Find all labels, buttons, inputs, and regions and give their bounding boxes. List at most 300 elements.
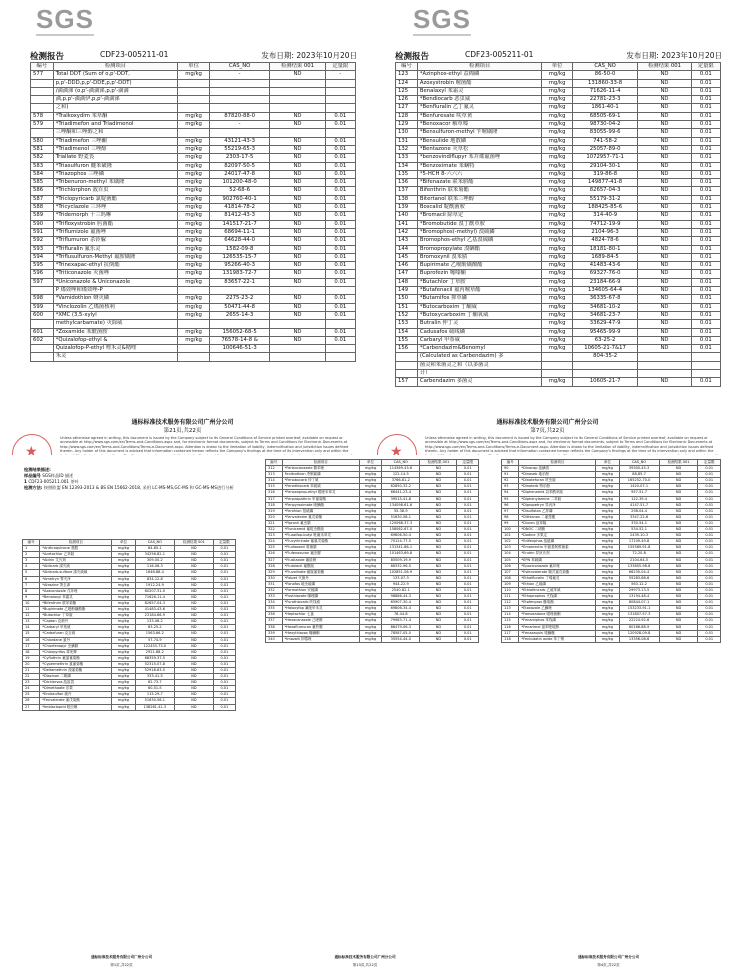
table-cell: *Chlorpyrifos 毒死蜱	[40, 649, 112, 655]
table-cell: ND	[659, 618, 698, 624]
table-cell: mg/kg	[112, 558, 135, 564]
table-cell: 63-25-2	[572, 336, 637, 344]
table-cell: *Aldicarb-sulfone 涕灭威砜	[40, 570, 112, 576]
table-cell: *Benfluralin 乙丁氟灵	[417, 104, 541, 112]
table-cell: *Carbofuran 克百威	[40, 631, 112, 637]
table-cell: 328	[266, 563, 283, 569]
table-row	[396, 278, 721, 286]
table-cell: *Endosulfan 硫丹	[40, 692, 112, 698]
table-cell: 131	[396, 137, 418, 145]
footer-company: 通标标准技术服务有限公司广州分公司	[334, 955, 396, 959]
column-header: 定量限	[691, 63, 720, 71]
table-cell: 95465-99-9	[572, 328, 637, 336]
table-cell: 22781-23-3	[572, 96, 637, 104]
table-row	[31, 170, 356, 178]
table-cell: 0.01	[213, 600, 235, 606]
table-cell: ND	[175, 613, 214, 619]
table-cell: 之和)	[53, 104, 178, 112]
table-cell: 130	[396, 129, 418, 137]
table-cell: mg/kg	[359, 600, 381, 606]
table-cell: *Diphenamid 双苯酰草胺	[519, 490, 596, 496]
table-cell: 1072957-71-1	[572, 154, 637, 162]
table-cell: 128	[396, 112, 418, 120]
column-header: 编号	[31, 63, 54, 71]
column-header: 定量限	[213, 540, 235, 546]
table-cell: ND	[638, 320, 691, 328]
table-cell: ND	[175, 643, 214, 649]
table-cell: ND	[420, 569, 457, 575]
table-cell: 63-25-2	[135, 625, 175, 631]
table-cell: 8	[23, 588, 40, 594]
table-cell: 590	[31, 220, 54, 228]
table-cell: ND	[420, 618, 457, 624]
table-cell	[572, 361, 637, 369]
table-cell: 134	[396, 162, 418, 170]
table-cell: 0.01	[691, 220, 720, 228]
table-cell: ND	[270, 112, 325, 120]
table-cell: 155569-91-8	[619, 545, 659, 551]
table-cell: 0.01	[691, 295, 720, 303]
table-cell: 82657-04-3	[135, 600, 175, 606]
footer-company: 通标标准技术服务有限公司广州分公司	[131, 419, 234, 426]
table-cell: mg/kg	[359, 533, 381, 539]
table-cell: *Etofenprox 醚菊酯	[519, 600, 596, 606]
table-cell: 111	[502, 594, 519, 600]
table-row	[396, 361, 721, 369]
report-page-13	[243, 455, 487, 973]
report-date: 发布日期: 2023年10月20日	[626, 51, 722, 60]
table-cell: 319-86-8	[572, 170, 637, 178]
table-cell: 2439-10-3	[619, 533, 659, 539]
column-header: CAS_NO	[382, 460, 420, 466]
table-cell: 33629-47-9	[572, 320, 637, 328]
table-cell	[31, 129, 54, 137]
table-cell: mg/kg	[359, 606, 381, 612]
table-cell: ND	[270, 71, 325, 79]
table-cell: mg/kg	[359, 502, 381, 508]
table-cell: *Triflumuron 杀铃脲	[53, 237, 178, 245]
table-cell: mg/kg	[112, 619, 135, 625]
table-cell: mg/kg	[359, 496, 381, 502]
table-cell: 0.01	[213, 631, 235, 637]
table-cell: 0.01	[457, 466, 479, 472]
table-cell: 12	[23, 613, 40, 619]
table-cell	[178, 353, 210, 361]
table-cell: 滴,p,p'-滴滴伊,p,p'-滴滴涕	[53, 96, 178, 104]
table-cell: 0.01	[691, 170, 720, 178]
table-cell: mg/kg	[596, 618, 619, 624]
table-cell: 133-06-2	[135, 619, 175, 625]
table-cell: *Aldrin 艾氏剂	[40, 558, 112, 564]
table-cell: ND	[638, 262, 691, 270]
table-cell	[178, 79, 210, 87]
table-cell: 324	[266, 539, 283, 545]
table-cell: 144	[396, 245, 418, 253]
table-cell: 600	[31, 311, 54, 319]
table-cell: ND	[270, 228, 325, 236]
table-cell: 0.01	[698, 502, 721, 508]
table-row	[396, 195, 721, 203]
table-cell: mg/kg	[542, 245, 573, 253]
table-cell: 337	[266, 618, 283, 624]
table-row	[31, 328, 356, 336]
table-cell: 588	[31, 204, 54, 212]
table-cell: mg/kg	[112, 649, 135, 655]
table-cell: 24	[23, 686, 40, 692]
table-cell: 71626-11-4	[572, 87, 637, 95]
table-cell: *Bromobutide 溴丁酰草胺	[417, 220, 541, 228]
table-row	[396, 112, 721, 120]
table-cell: 0.01	[457, 551, 479, 557]
table-cell: Bromopropylate 溴螨酯	[417, 245, 541, 253]
column-header: 检测项目	[40, 540, 112, 546]
table-row	[31, 187, 356, 195]
table-cell: 534-52-1	[619, 527, 659, 533]
table-cell: mg/kg	[359, 478, 381, 484]
table-cell: mg/kg	[112, 704, 135, 710]
table-cell: mg/kg	[112, 570, 135, 576]
table-cell: mg/kg	[542, 121, 573, 129]
table-cell: 581	[31, 145, 54, 153]
table-cell: 76578-14-8 &	[209, 336, 269, 344]
table-cell: 587	[31, 195, 54, 203]
table-cell: 0.01	[691, 112, 720, 120]
table-cell: mg/kg	[542, 295, 573, 303]
table-cell: 102	[502, 539, 519, 545]
table-cell: 66230-04-4	[619, 569, 659, 575]
table-cell: mg/kg	[178, 228, 210, 236]
table-cell: 19	[23, 655, 40, 661]
table-cell: ND	[659, 575, 698, 581]
table-cell: mg/kg	[359, 527, 381, 533]
table-cell: 三唑酮和三唑醇之和	[53, 129, 178, 137]
table-cell: 151	[396, 303, 418, 311]
table-cell: 334	[266, 600, 283, 606]
table-cell: Bromophos-ethyl 乙基溴硫磷	[417, 237, 541, 245]
table-cell: ND	[175, 594, 214, 600]
table-cell: ND	[175, 619, 214, 625]
table-cell: *Triflumizole 氟菌唑	[53, 228, 178, 236]
table-cell: 10	[23, 600, 40, 606]
table-cell: 148	[396, 278, 418, 286]
table-cell: 81412-43-3	[209, 212, 269, 220]
table-cell: 39300-45-3	[619, 466, 659, 472]
table-cell: ND	[270, 179, 325, 187]
table-cell: 0.01	[698, 587, 721, 593]
table-cell: 602	[31, 336, 54, 344]
table-cell: 74712-19-9	[572, 220, 637, 228]
table-cell: 114369-43-6	[382, 466, 420, 472]
table-row	[396, 378, 721, 386]
table-cell: ND	[175, 582, 214, 588]
table-cell: 333-41-5	[135, 674, 175, 680]
table-cell: 0.01	[691, 253, 720, 261]
table-cell: ND	[420, 520, 457, 526]
table-row	[31, 295, 356, 303]
table-cell: 18	[23, 649, 40, 655]
table-cell: *Tribenuron-methyl 苯磺隆	[53, 179, 178, 187]
table-cell: 143	[396, 237, 418, 245]
column-header: 单位	[112, 540, 135, 546]
table-cell: 68505-69-1	[572, 112, 637, 120]
table-cell: 0.01	[698, 466, 721, 472]
table-cell: 902760-40-1	[209, 195, 269, 203]
table-cell: mg/kg	[596, 527, 619, 533]
table-row	[396, 129, 721, 137]
table-cell: ND	[175, 600, 214, 606]
table-cell: P 烯效唑和烯效唑-P	[53, 287, 178, 295]
table-cell: ND	[638, 345, 691, 353]
table-cell: 62850-32-2	[382, 484, 420, 490]
table-cell: *Fluvalinate 氟胺氰菊酯	[282, 569, 359, 575]
table-cell: 125	[396, 87, 418, 95]
table-cell	[270, 287, 325, 295]
table-cell: *Tridemorph 十三吗啉	[53, 212, 178, 220]
table-cell: 0.01	[698, 636, 721, 642]
table-cell: *Haloxyfop 氟吡甲禾灵	[282, 606, 359, 612]
table-cell: *Trichlorphon 敌百虫	[53, 187, 178, 195]
sgs-logo: SGS	[413, 4, 471, 34]
table-cell: 0.01	[698, 520, 721, 526]
table-cell: 338	[266, 624, 283, 630]
table-cell: Bitertanol 联苯三唑醇	[417, 195, 541, 203]
table-cell: ND	[420, 545, 457, 551]
table-cell: ND	[638, 170, 691, 178]
table-cell: 0.01	[325, 137, 355, 145]
table-cell: mg/kg	[542, 320, 573, 328]
table-cell: 339	[266, 630, 283, 636]
table-cell: mg/kg	[178, 336, 210, 344]
table-cell: 62-73-7	[135, 680, 175, 686]
table-cell: 69327-76-0	[572, 270, 637, 278]
table-cell: mg/kg	[542, 195, 573, 203]
table-cell: mg/kg	[359, 490, 381, 496]
table-cell: 0.01	[213, 558, 235, 564]
table-row	[502, 636, 721, 642]
table-cell: ND	[175, 680, 214, 686]
table-row	[31, 195, 356, 203]
table-cell: 0.01	[213, 686, 235, 692]
table-cell: 92	[502, 478, 519, 484]
table-cell: 65907-30-4	[382, 600, 420, 606]
table-cell: 0.01	[213, 698, 235, 704]
table-cell: 135	[396, 170, 418, 178]
table-cell: -	[325, 71, 355, 79]
table-cell: 2921-88-2	[135, 649, 175, 655]
table-cell: *Formothion 安硫磷	[282, 587, 359, 593]
table-cell: *Dithianon 二氰蒽醌	[519, 514, 596, 520]
table-cell: *Butamifos 抑草磷	[417, 295, 541, 303]
table-cell: 84-65-1	[135, 546, 175, 552]
table-cell: mg/kg	[596, 563, 619, 569]
table-cell: 0.01	[691, 336, 720, 344]
table-cell: 598	[31, 295, 54, 303]
table-cell: 332	[266, 587, 283, 593]
table-cell: *Fenpyroximate 唑螨酯	[282, 502, 359, 508]
table-cell	[178, 320, 210, 328]
table-cell: 22224-92-6	[619, 618, 659, 624]
table-cell: 4147-51-7	[619, 502, 659, 508]
table-cell: 3	[23, 558, 40, 564]
meta-row: 检测结果描述:	[24, 467, 51, 472]
table-cell: ND	[420, 587, 457, 593]
table-cell: ND	[175, 588, 214, 594]
table-cell: ND	[659, 490, 698, 496]
table-cell: mg/kg	[596, 496, 619, 502]
table-row	[31, 353, 356, 361]
table-cell: mg/kg	[542, 137, 573, 145]
table-cell: mg/kg	[542, 112, 573, 120]
table-cell: mg/kg	[112, 576, 135, 582]
table-cell: 70124-77-5	[382, 539, 420, 545]
table-cell: *Folpet 灭菌丹	[282, 575, 359, 581]
table-row	[396, 311, 721, 319]
table-cell: mg/kg	[542, 220, 573, 228]
table-cell: 150	[396, 295, 418, 303]
table-cell: 0.01	[698, 600, 721, 606]
table-cell: 131341-86-1	[382, 545, 420, 551]
table-cell: 0.01	[213, 643, 235, 649]
table-cell: *Etoxazole 乙螨唑	[519, 606, 596, 612]
report-page-7	[365, 0, 730, 455]
table-cell: 0.01	[325, 336, 355, 344]
table-cell: 0.01	[457, 514, 479, 520]
table-cell: 0.01	[457, 502, 479, 508]
table-cell: 4824-78-6	[572, 237, 637, 245]
table-cell: mg/kg	[112, 552, 135, 558]
table-cell: ND	[638, 253, 691, 261]
table-cell: *Fenpropathrin 甲氰菊酯	[282, 496, 359, 502]
column-header: 检测结果 001	[420, 460, 457, 466]
table-cell	[691, 361, 720, 369]
table-row	[31, 145, 356, 153]
table-cell: 100	[502, 527, 519, 533]
table-cell: ND	[270, 154, 325, 162]
table-cell: 582	[31, 154, 54, 162]
table-cell: *Anthraquinone 蒽醌	[40, 546, 112, 552]
table-row	[31, 129, 356, 137]
table-cell	[31, 104, 54, 112]
table-cell: ND	[638, 154, 691, 162]
table-cell: 34681-23-7	[572, 311, 637, 319]
table-cell: ND	[175, 667, 214, 673]
table-cell: 0.01	[698, 581, 721, 587]
table-cell: 126535-15-7	[209, 253, 269, 261]
table-cell: 5	[23, 570, 40, 576]
table-cell: 0.01	[457, 563, 479, 569]
table-cell: *Quizalofop-ethyl &	[53, 336, 178, 344]
column-header: 编号	[266, 460, 283, 466]
table-cell: 0.01	[691, 187, 720, 195]
table-cell: ND	[638, 162, 691, 170]
table-cell: 0.01	[691, 278, 720, 286]
table-cell: 336	[266, 612, 283, 618]
table-cell: 333	[266, 594, 283, 600]
table-cell	[31, 79, 54, 87]
table-cell: mg/kg	[112, 680, 135, 686]
table-cell: 0.01	[325, 170, 355, 178]
table-cell: mg/kg	[596, 624, 619, 630]
table-cell: *Fenthion 倍硫磷	[282, 508, 359, 514]
table-cell: ND	[638, 328, 691, 336]
table-cell: 24017-47-8	[209, 170, 269, 178]
table-cell: ND	[175, 637, 214, 643]
table-cell: ND	[270, 311, 325, 319]
table-row	[396, 262, 721, 270]
table-cell: mg/kg	[178, 270, 210, 278]
table-cell: 0.01	[698, 563, 721, 569]
table-row	[396, 336, 721, 344]
table-cell: 0.01	[325, 145, 355, 153]
table-cell: mg/kg	[596, 502, 619, 508]
table-cell: Boscalid 啶酰菌胺	[417, 204, 541, 212]
table-row	[396, 204, 721, 212]
table-cell: ND	[420, 478, 457, 484]
column-header: CAS_NO	[619, 460, 659, 466]
table-cell: 105	[502, 557, 519, 563]
table-cell: 0.01	[457, 508, 479, 514]
table-cell	[572, 369, 637, 377]
table-cell: ND	[659, 563, 698, 569]
table-cell: *Benoxacor 解草嗪	[417, 121, 541, 129]
table-cell: mg/kg	[359, 575, 381, 581]
table-cell: 329	[266, 569, 283, 575]
table-cell: mg/kg	[359, 630, 381, 636]
table-cell: 1646-88-4	[135, 570, 175, 576]
table-cell: 72-20-8	[619, 551, 659, 557]
table-cell: *Dinoterb 特乐酚	[519, 484, 596, 490]
table-cell: 0.01	[691, 129, 720, 137]
table-cell: 2104-64-5	[619, 557, 659, 563]
table-cell: mg/kg	[359, 508, 381, 514]
table-cell: mg/kg	[542, 96, 573, 104]
table-cell: 589	[31, 212, 54, 220]
table-cell: *Deltamethrin 溴氰菊酯	[40, 667, 112, 673]
table-cell: 29973-13-5	[619, 587, 659, 593]
table-cell: 60168-88-9	[619, 624, 659, 630]
table-cell: ND	[638, 187, 691, 195]
table-cell: ND	[175, 576, 214, 582]
table-cell	[178, 104, 210, 112]
table-cell: 23	[23, 680, 40, 686]
table-row	[31, 303, 356, 311]
table-cell: mg/kg	[112, 674, 135, 680]
table-cell: ND	[659, 539, 698, 545]
meta-row: 1 CDF23-005211.001 茶叶	[24, 479, 79, 484]
table-cell: mg/kg	[542, 104, 573, 112]
table-cell: ND	[420, 551, 457, 557]
table-cell: Fenitrothion 杀螟硫磷	[282, 472, 359, 478]
table-cell: 计）	[417, 369, 541, 377]
table-cell: 0.01	[213, 564, 235, 570]
table-cell: mg/kg	[112, 607, 135, 613]
table-cell: 0.01	[691, 104, 720, 112]
table-cell: ND	[659, 636, 698, 642]
column-header: 检测结果 001	[175, 540, 214, 546]
table-cell: *Bromacil 除草定	[417, 212, 541, 220]
table-cell: mg/kg	[178, 245, 210, 253]
table-cell: 1563-66-2	[135, 631, 175, 637]
table-cell: ND	[638, 378, 691, 386]
table-cell: 0.01	[691, 71, 720, 79]
column-header: CAS_NO	[135, 540, 175, 546]
column-header: 单位	[178, 63, 210, 71]
table-cell: 578	[31, 112, 54, 120]
table-cell: 323	[266, 533, 283, 539]
table-cell: mg/kg	[359, 520, 381, 526]
table-cell: 0.01	[698, 508, 721, 514]
table-cell	[325, 353, 355, 361]
